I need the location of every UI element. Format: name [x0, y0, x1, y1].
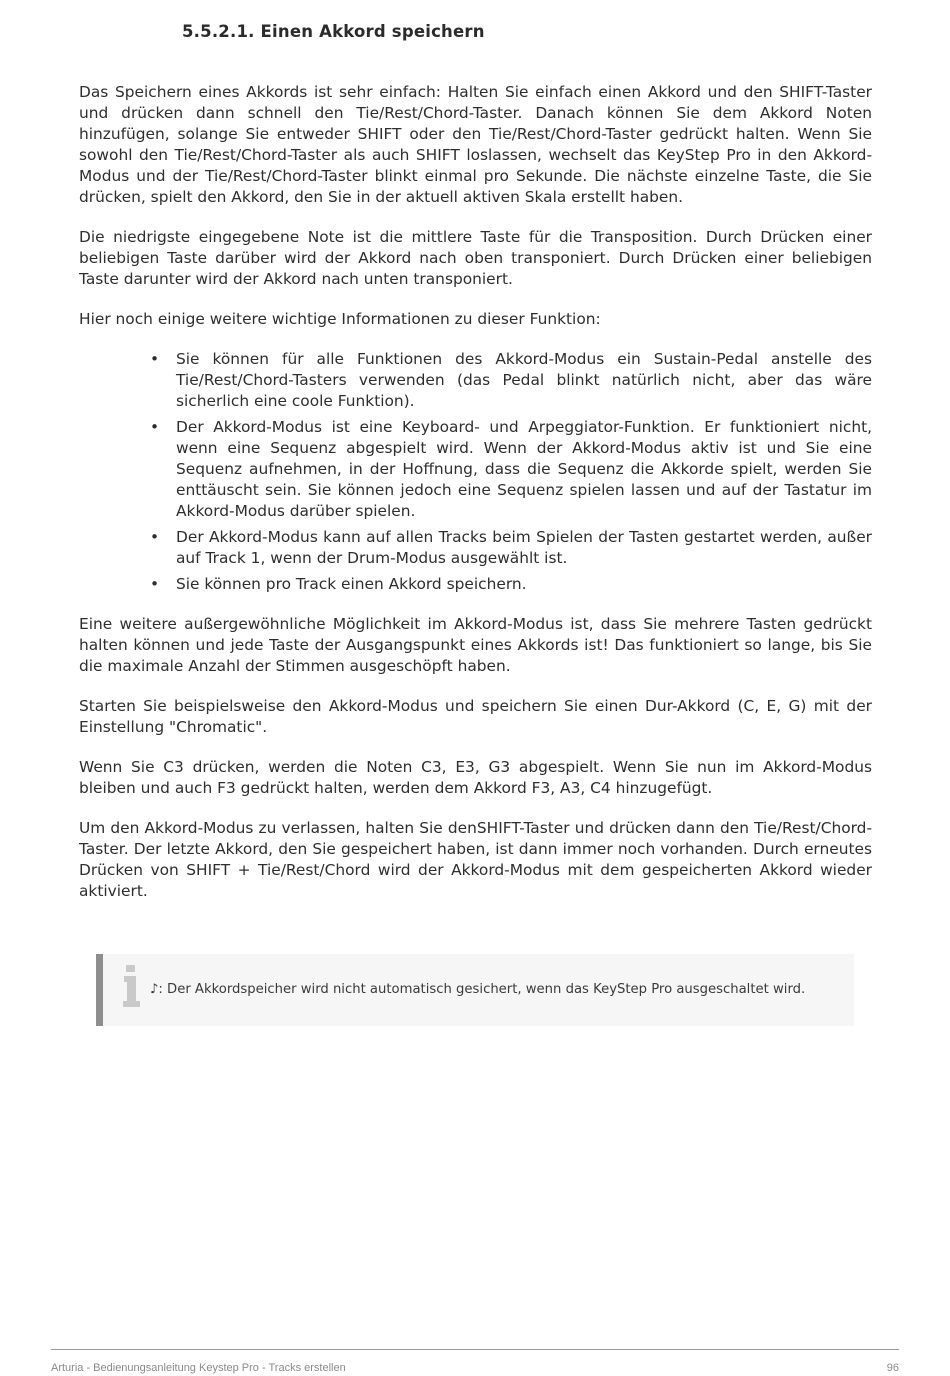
paragraph-multiple-keys: Eine weitere außergewöhnliche Möglichkeit im Akkord-Modus ist, dass Sie mehrere Tasten gedrückt halten können und jede Taste der Ausgangspunkt eines Akkords ist! Das funktioniert so lange, bis Sie die maximale Anzahl der Stimmen ausgeschöpft haben. [79, 615, 872, 675]
paragraph-example: Starten Sie beispielsweise den Akkord-Modus und speichern Sie einen Dur-Akkord (C, E, G) mit der Einstellung "Chromatic". [79, 697, 872, 736]
bullet-item: • Sie können für alle Funktionen des Akkord-Modus ein Sustain-Pedal anstelle des Tie/Rest/Chord-Tasters verwenden (das Pedal blinkt natürlich nicht, aber das wäre sicherlich eine coole Funktion). [176, 349, 872, 412]
body-text [79, 82, 872, 921]
bullet-list [79, 349, 872, 595]
bullet-item: • Sie können pro Track einen Akkord speichern. [176, 574, 872, 595]
paragraph-exit-mode: Um den Akkord-Modus zu verlassen, halten Sie denSHIFT-Taster und drücken dann den Tie/Rest/Chord-Taster. Der letzte Akkord, den Sie gespeichert haben, ist dann immer noch vorhanden. Durch erneutes Drücken von SHIFT + Tie/Rest/Chord wird der Akkord-Modus mit dem gespeicherten Akkord wieder aktiviert. [79, 819, 872, 900]
info-icon [121, 965, 143, 1007]
bullet-item: • Der Akkord-Modus kann auf allen Tracks beim Spielen der Tasten gestartet werden, außer auf Track 1, wenn der Drum-Modus ausgewählt ist. [176, 527, 872, 569]
bullet-item: • Der Akkord-Modus ist eine Keyboard- und Arpeggiator-Funktion. Er funktioniert nicht, wenn eine Sequenz abgespielt wird. Wenn der Akkord-Modus aktiv ist und Sie eine Sequenz aufnehmen, in der Hoffnung, dass die Sequenz die Akkorde spielt, werden Sie enttäuscht sein. Sie können jedoch eine Sequenz spielen lassen und auf der Tastatur im Akkord-Modus darüber spielen. [176, 417, 872, 522]
section-heading: 5.5.2.1. Einen Akkord speichern [182, 22, 485, 41]
page-number: 96 [886, 1362, 899, 1374]
paragraph-info-lead: Hier noch einige weitere wichtige Informationen zu dieser Funktion: [79, 310, 601, 328]
paragraph-intro: Das Speichern eines Akkords ist sehr einfach: Halten Sie einfach einen Akkord und den SHIFT-Taster und drücken dann schnell den Tie/Rest/Chord-Taster. Danach können Sie dem Akkord Noten hinzufügen, solange Sie entweder SHIFT oder den Tie/Rest/Chord-Taster gedrückt halten. Wenn Sie sowohl den Tie/Rest/Chord-Taster als auch SHIFT loslassen, wechselt das KeyStep Pro in den Akkord-Modus und der Tie/Rest/Chord-Taster blinkt einmal pro Sekunde. Die nächste einzelne Taste, die Sie drücken, spielt den Akkord, den Sie in der aktuell aktiven Skala erstellt haben. [79, 83, 872, 206]
footer-title: Arturia - Bedienungsanleitung Keystep Pro - Tracks erstellen [51, 1362, 346, 1374]
paragraph-transposition: Die niedrigste eingegebene Note ist die mittlere Taste für die Transposition. Durch Drücken einer beliebigen Taste darüber wird der Akkord nach oben transponiert. Durch Drücken einer beliebigen Taste darunter wird der Akkord nach unten transponiert. [79, 228, 872, 288]
info-note [96, 954, 854, 1026]
footer-divider [51, 1349, 899, 1350]
paragraph-example-notes: Wenn Sie C3 drücken, werden die Noten C3, E3, G3 abgespielt. Wenn Sie nun im Akkord-Modus bleiben und auch F3 gedrückt halten, werden dem Akkord F3, A3, C4 hinzugefügt. [79, 758, 872, 797]
note-text: ♪: Der Akkordspeicher wird nicht automatisch gesichert, wenn das KeyStep Pro ausgeschaltet wird. [150, 982, 806, 997]
